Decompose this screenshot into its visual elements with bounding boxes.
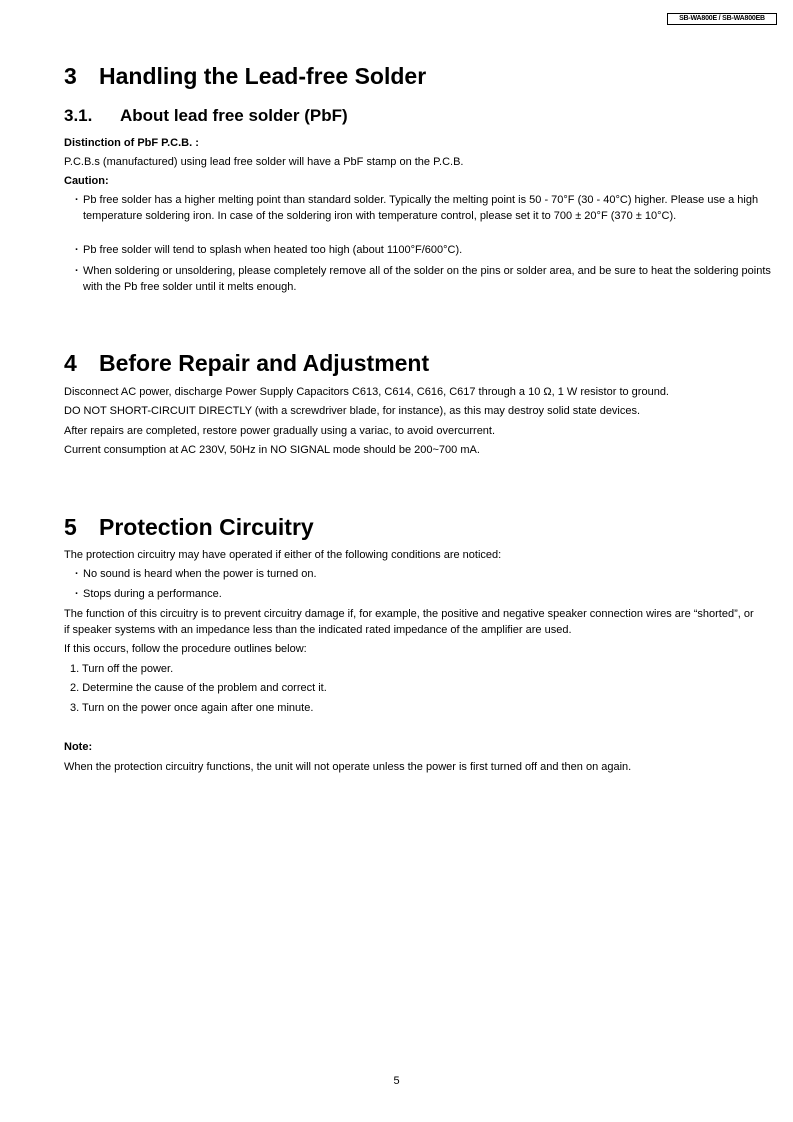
- section-4-title: Before Repair and Adjustment: [99, 350, 430, 376]
- section-5-number: 5: [64, 514, 77, 540]
- model-number-box: SB-WA800E / SB-WA800EB: [667, 13, 777, 25]
- procedure-step-2: 2. Determine the cause of the problem and correct it.: [70, 682, 327, 694]
- procedure-intro: If this occurs, follow the procedure outlines below:: [64, 643, 307, 655]
- condition-item-1: · No sound is heard when the power is turned on.: [64, 567, 775, 583]
- section-3-heading: [64, 62, 426, 90]
- page-number: 5: [393, 1075, 400, 1087]
- note-text: When the protection circuitry functions, the unit will not operate unless the power is first turned off and then on again.: [64, 761, 632, 773]
- repair-line-1: Disconnect AC power, discharge Power Supply Capacitors C613, C614, C616, C617 through a 10 Ω, 1 W resistor to ground.: [64, 386, 669, 398]
- caution-bullet-3: · When soldering or unsoldering, please completely remove all of the solder on the pins or solder area, and be sure to heat the soldering points with the Pb free solder until it melts enough.: [64, 264, 775, 295]
- section-5-title: Protection Circuitry: [99, 514, 314, 540]
- note-label: Note:: [64, 741, 93, 753]
- procedure-step-1: 1. Turn off the power.: [70, 663, 174, 675]
- section-4-heading: [64, 349, 429, 377]
- repair-line-2: DO NOT SHORT-CIRCUIT DIRECTLY (with a screwdriver blade, for instance), as this may destroy solid state devices.: [64, 405, 641, 417]
- repair-line-3: After repairs are completed, restore power gradually using a variac, to avoid overcurrent.: [64, 425, 496, 437]
- protection-function-text: The function of this circuitry is to prevent circuitry damage if, for example, the positive and negative speaker connection wires are “shorted”, or if speaker systems with an impedance less than the indicated rated impedance of the amplifier are used.: [64, 608, 754, 636]
- distinction-label: Distinction of PbF P.C.B. :: [64, 137, 199, 149]
- section-3-number: 3: [64, 63, 77, 89]
- procedure-step-3: 3. Turn on the power once again after one minute.: [70, 702, 314, 714]
- caution-bullet-2: · Pb free solder will tend to splash when heated too high (about 1100°F/600°C).: [64, 243, 775, 259]
- section-4-number: 4: [64, 350, 77, 376]
- section-3-title: Handling the Lead-free Solder: [99, 63, 427, 89]
- protection-intro: The protection circuitry may have operated if either of the following conditions are noticed:: [64, 549, 502, 561]
- section-5-heading: [64, 513, 314, 541]
- section-3-1-heading: [64, 105, 348, 127]
- section-3-1-number: 3.1.: [64, 106, 93, 125]
- distinction-text: P.C.B.s (manufactured) using lead free solder will have a PbF stamp on the P.C.B.: [64, 156, 464, 168]
- repair-line-4: Current consumption at AC 230V, 50Hz in NO SIGNAL mode should be 200~700 mA.: [64, 444, 480, 456]
- caution-bullet-1: · Pb free solder has a higher melting point than standard solder. Typically the melting point is 50 - 70°F (30 - 40°C) higher. Please use a high temperature soldering iron. In case of the soldering iron with temperature control, please set it to 700 ± 20°F (370 ± 10°C).: [64, 193, 775, 224]
- section-3-1-title: About lead free solder (PbF): [120, 106, 348, 125]
- condition-item-2: · Stops during a performance.: [64, 587, 775, 603]
- caution-label: Caution:: [64, 175, 109, 187]
